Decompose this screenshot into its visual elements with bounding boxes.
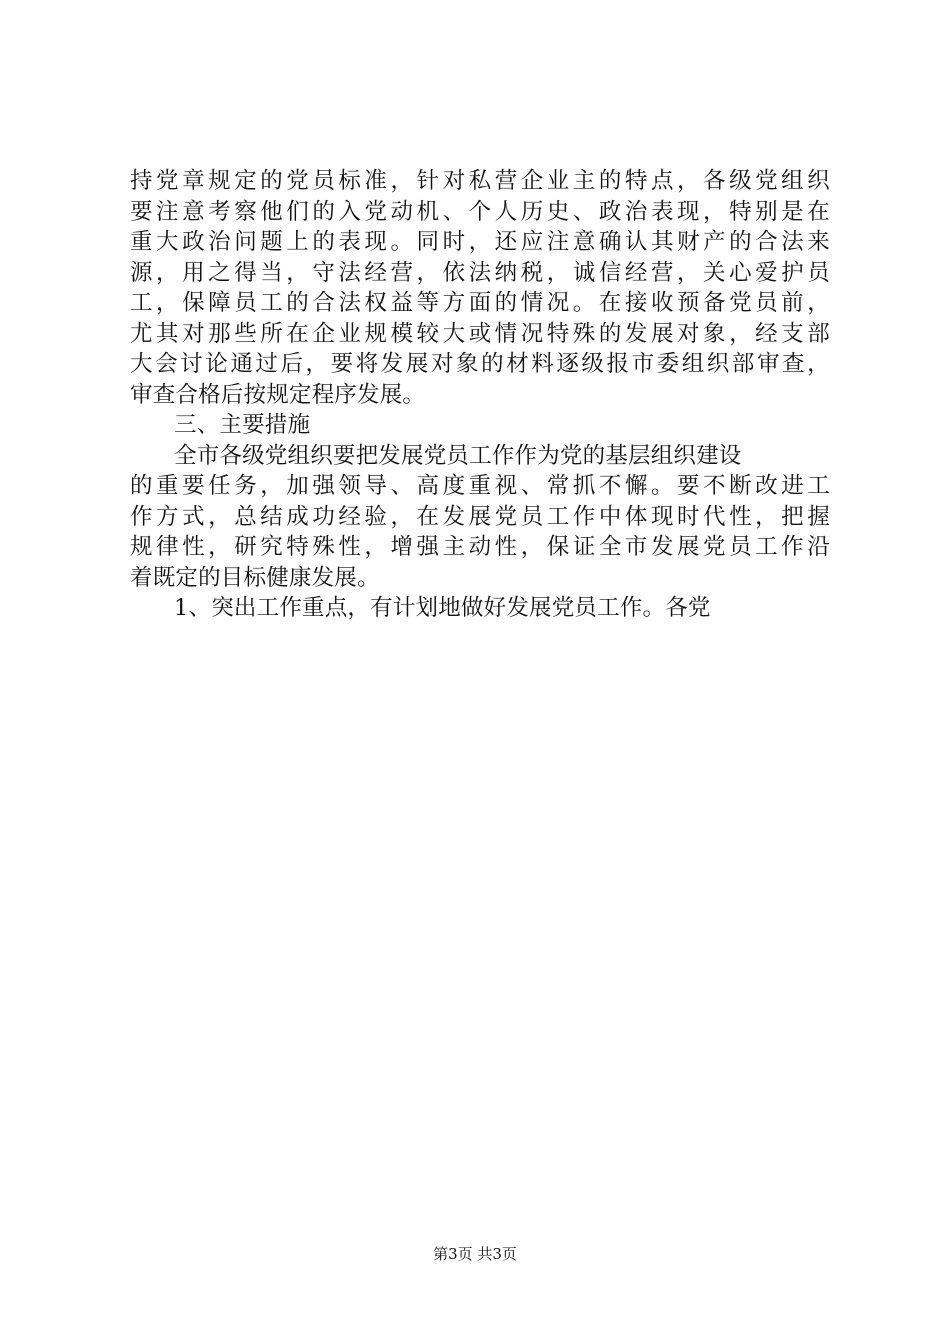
paragraph-line: 尤 其 对 那 些 所 在 企 业 规 模 较 大 或 情 况 特 殊 的 发 展 对 象 ， 经 支 部: [130, 320, 830, 347]
paragraph-line: 要 注 意 考 察 他 们 的 入 党 动 机 、 个 人 历 史 、 政 治 表 现 ， 特 别 是 在: [130, 198, 830, 225]
paragraph-line: 全市各级党组织要把发展党员工作作为党的基层组织建设: [174, 442, 742, 469]
paragraph-line: 着既定的目标健康发展。: [130, 564, 380, 591]
paragraph-line: 工 ， 保 障 员 工 的 合 法 权 益 等 方 面 的 情 况 。 在 接 收 预 备 党 员 前 ，: [130, 290, 830, 316]
paragraph-line: 源 ， 用 之 得 当 ， 守 法 经 营 ， 依 法 纳 税 ， 诚 信 经 营 ， 关 心 爱 护 员: [130, 259, 830, 286]
paragraph-line: 的 重 要 任 务 ， 加 强 领 导 、 高 度 重 视 、 常 抓 不 懈 。 要 不 断 改 进 工: [130, 473, 830, 499]
page-number-footer: 第3页 共3页: [433, 1245, 517, 1263]
paragraph-line: 1、突出工作重点，有计划地做好发展党员工作。各党: [174, 595, 711, 621]
paragraph-line: 持 党 章 规 定 的 党 员 标 准 ， 针 对 私 营 企 业 主 的 特 点 ， 各 级 党 组 织: [130, 168, 830, 194]
paragraph-line: 审查合格后按规定程序发展。: [130, 381, 426, 408]
paragraph-line: 规 律 性 ， 研 究 特 殊 性 ， 增 强 主 动 性 ， 保 证 全 市 发 展 党 员 工 作 沿: [130, 534, 830, 560]
paragraph-line: 大 会 讨 论 通 过 后 ， 要 将 发 展 对 象 的 材 料 逐 级 报 市 委 组 织 部 审 查 ，: [130, 351, 830, 377]
paragraph-line: 重 大 政 治 问 题 上 的 表 现 。 同 时 ， 还 应 注 意 确 认 其 财 产 的 合 法 来: [130, 229, 830, 255]
document-body: [130, 166, 830, 624]
section-heading: 三、主要措施: [174, 412, 311, 438]
paragraph-line: 作 方 式 ， 总 结 成 功 经 验 ， 在 发 展 党 员 工 作 中 体 现 时 代 性 ， 把 握: [130, 503, 830, 530]
